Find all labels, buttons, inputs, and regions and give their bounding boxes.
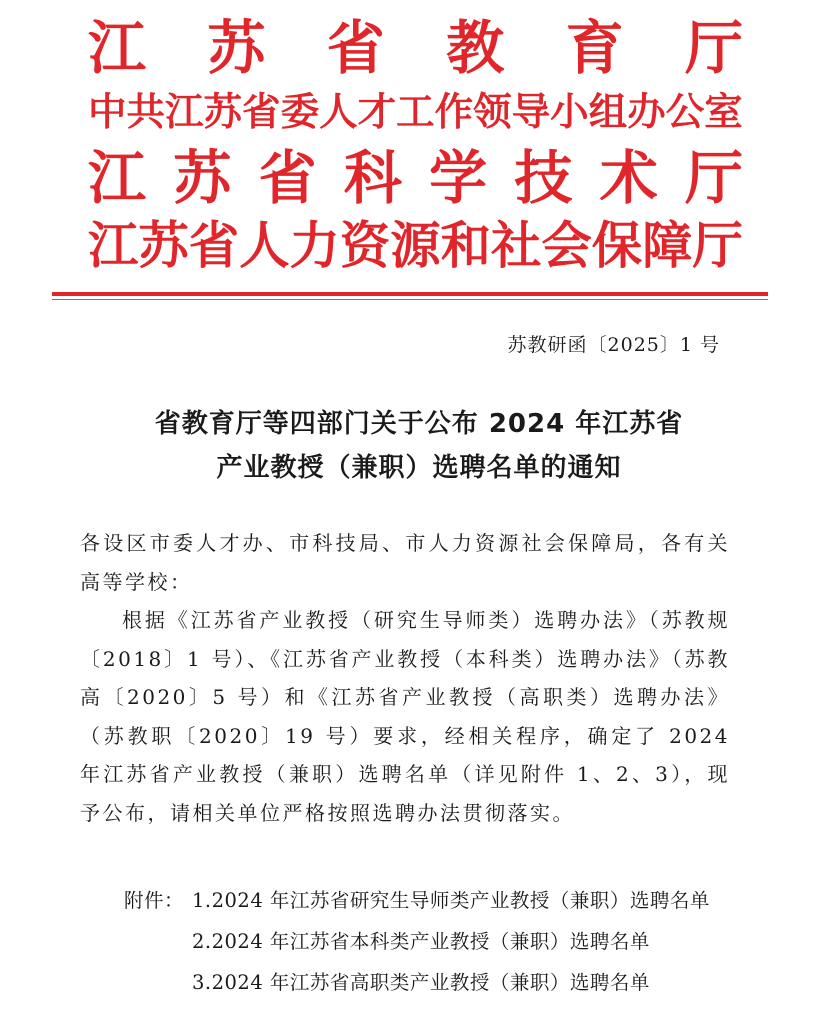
masthead-line-hr-department: 江苏省人力资源和社会保障厅 <box>88 216 743 275</box>
masthead-divider <box>52 292 768 296</box>
title-line-2: 产业教授（兼职）选聘名单的通知 <box>216 453 622 483</box>
attachment-row <box>124 880 764 921</box>
masthead-line-science-department: 江苏省科学技术厅 <box>88 144 771 212</box>
attachment-item-2: 2.2024 年江苏省本科类产业教授（兼职）选聘名单 <box>192 930 650 953</box>
body-paragraph: 根据《江苏省产业教授（研究生导师类）选聘办法》（苏教规〔2018〕1 号）、《江苏省产业教授（本科类）选聘办法》（苏教高〔2020〕5 号）和《江苏省产业教授（高职类）选聘办法》（苏教职〔2020〕19 号）要求，经相关程序，确定了 2024 年江苏省产业教授（兼职）选聘名单（详见附件 1、2、3），现予公布，请相关单位严格按照选聘办法贯彻落实。 <box>80 608 730 825</box>
document-title <box>60 402 778 490</box>
masthead <box>88 14 805 280</box>
attachment-item-3: 3.2024 年江苏省高职类产业教授（兼职）选聘名单 <box>192 971 650 994</box>
attachment-item-1: 1.2024 年江苏省研究生导师类产业教授（兼职）选聘名单 <box>192 889 710 912</box>
document-body <box>80 524 730 832</box>
masthead-divider-thin <box>52 299 768 300</box>
document-number: 苏教研函〔2025〕1 号 <box>507 334 720 356</box>
attachments-list <box>124 880 764 1003</box>
title-line-1: 省教育厅等四部门关于公布 2024 年江苏省 <box>154 409 684 439</box>
masthead-line-education-department: 江苏省教育厅 <box>88 14 805 82</box>
attachments-label: 附件： <box>124 889 185 912</box>
salutation: 各设区市委人才办、市科技局、市人力资源社会保障局，各有关高等学校： <box>80 531 730 594</box>
masthead-line-talent-office: 中共江苏省委人才工作领导小组办公室 <box>88 90 743 135</box>
attachment-row <box>124 921 764 962</box>
attachment-row <box>124 962 764 1003</box>
